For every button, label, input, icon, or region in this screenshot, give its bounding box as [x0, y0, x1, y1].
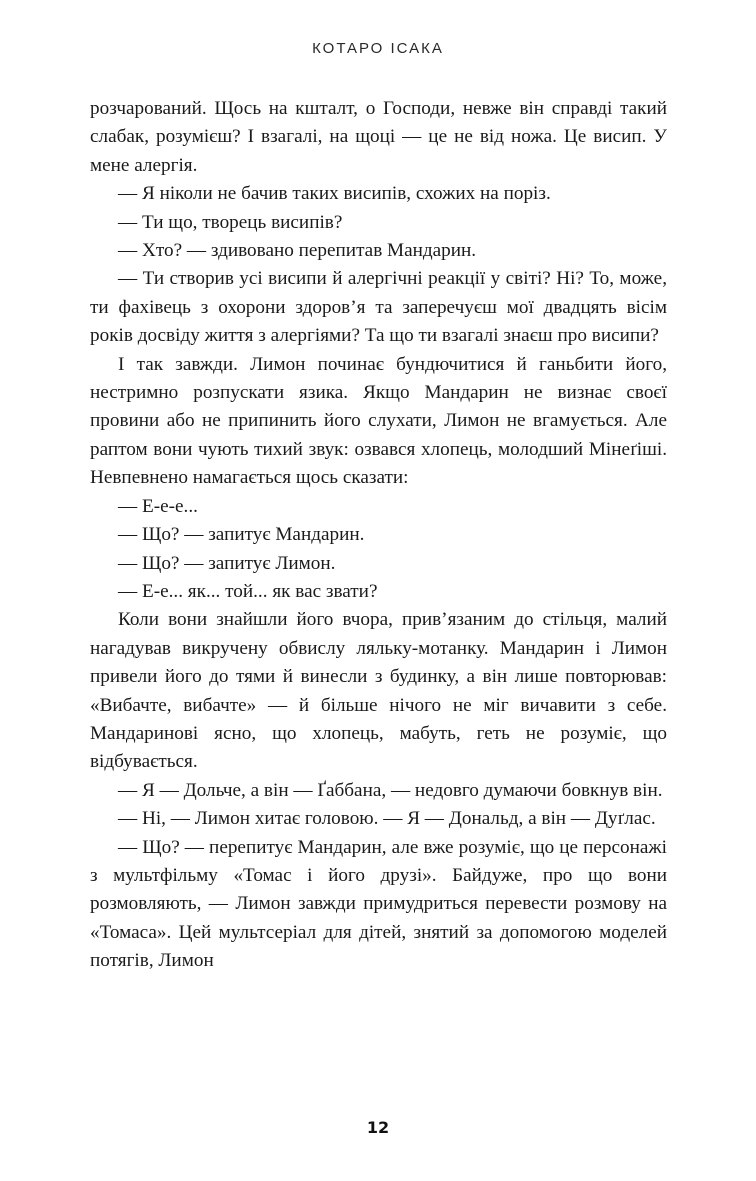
paragraph-dialogue: — Е-е-е... [118, 495, 198, 517]
page-number: 12 [366, 1118, 390, 1137]
paragraph-dialogue: — Ти що, творець висипів? [118, 211, 343, 233]
paragraph-dialogue: — Що? — перепитує Мандарин, але вже розуміє, що це персонажі з мультфільму «Томас і його друзі». Байдуже, про що вони розмовляють, — Лимон завжди примудриться перевести розмову на «Томаса». Цей мультсеріал для дітей, знятий за допомогою моделей потягів, Лимон [90, 836, 667, 972]
paragraph-dialogue: — Ти створив усі висипи й алергічні реакції у світі? Ні? То, може, ти фахівець з охорони здоров’я та заперечуєш мої двадцять вісім років досвіду життя з алергіями? Та що ти взагалі знаєш про висипи? [90, 268, 667, 347]
paragraph-dialogue: — Хто? — здивовано перепитав Мандарин. [118, 240, 477, 262]
paragraph-dialogue: — Я — Дольче, а він — Ґаббана, — недовго думаючи бовкнув він. [118, 779, 663, 801]
paragraph-dialogue: — Що? — запитує Мандарин. [118, 524, 365, 546]
paragraph-dialogue: — Ні, — Лимон хитає головою. — Я — Дональд, а він — Дуґлас. [118, 808, 656, 830]
paragraph-dialogue: — Я ніколи не бачив таких висипів, схожих на поріз. [118, 183, 551, 205]
paragraph-dialogue: — Е-е... як... той... як вас звати? [118, 580, 378, 602]
paragraph-narration: Коли вони знайшли його вчора, прив’язаним до стільця, малий нагадував викручену обвислу ляльку-мотанку. Мандарин і Лимон привели його до тями й винесли з будинку, а він лише повторював: «Вибачте, вибачте» — й більше нічого не міг вичавити з себе. Мандаринові ясно, що хлопець, мабуть, геть не розуміє, що відбувається. [90, 609, 667, 773]
body-text [90, 95, 667, 976]
paragraph-continuation: розчарований. Щось на кшталт, о Господи, невже він справді такий слабак, розумієш? І взагалі, на щоці — це не від ножа. Це висип. У мене алергія. [90, 98, 667, 176]
paragraph-dialogue: — Що? — запитує Лимон. [118, 552, 336, 574]
paragraph-narration: І так завжди. Лимон починає бундючитися й ганьбити його, нестримно розпускати язика. Якщо Мандарин не визнає своєї провини або не припинить його слухати, Лимон не вгамується. Але раптом вони чують тихий звук: озвався хлопець, молодший Мінеґіші. Невпевнено намагається щось сказати: [90, 353, 667, 489]
running-head-title: КОТАРО ІСАКА [312, 40, 444, 57]
